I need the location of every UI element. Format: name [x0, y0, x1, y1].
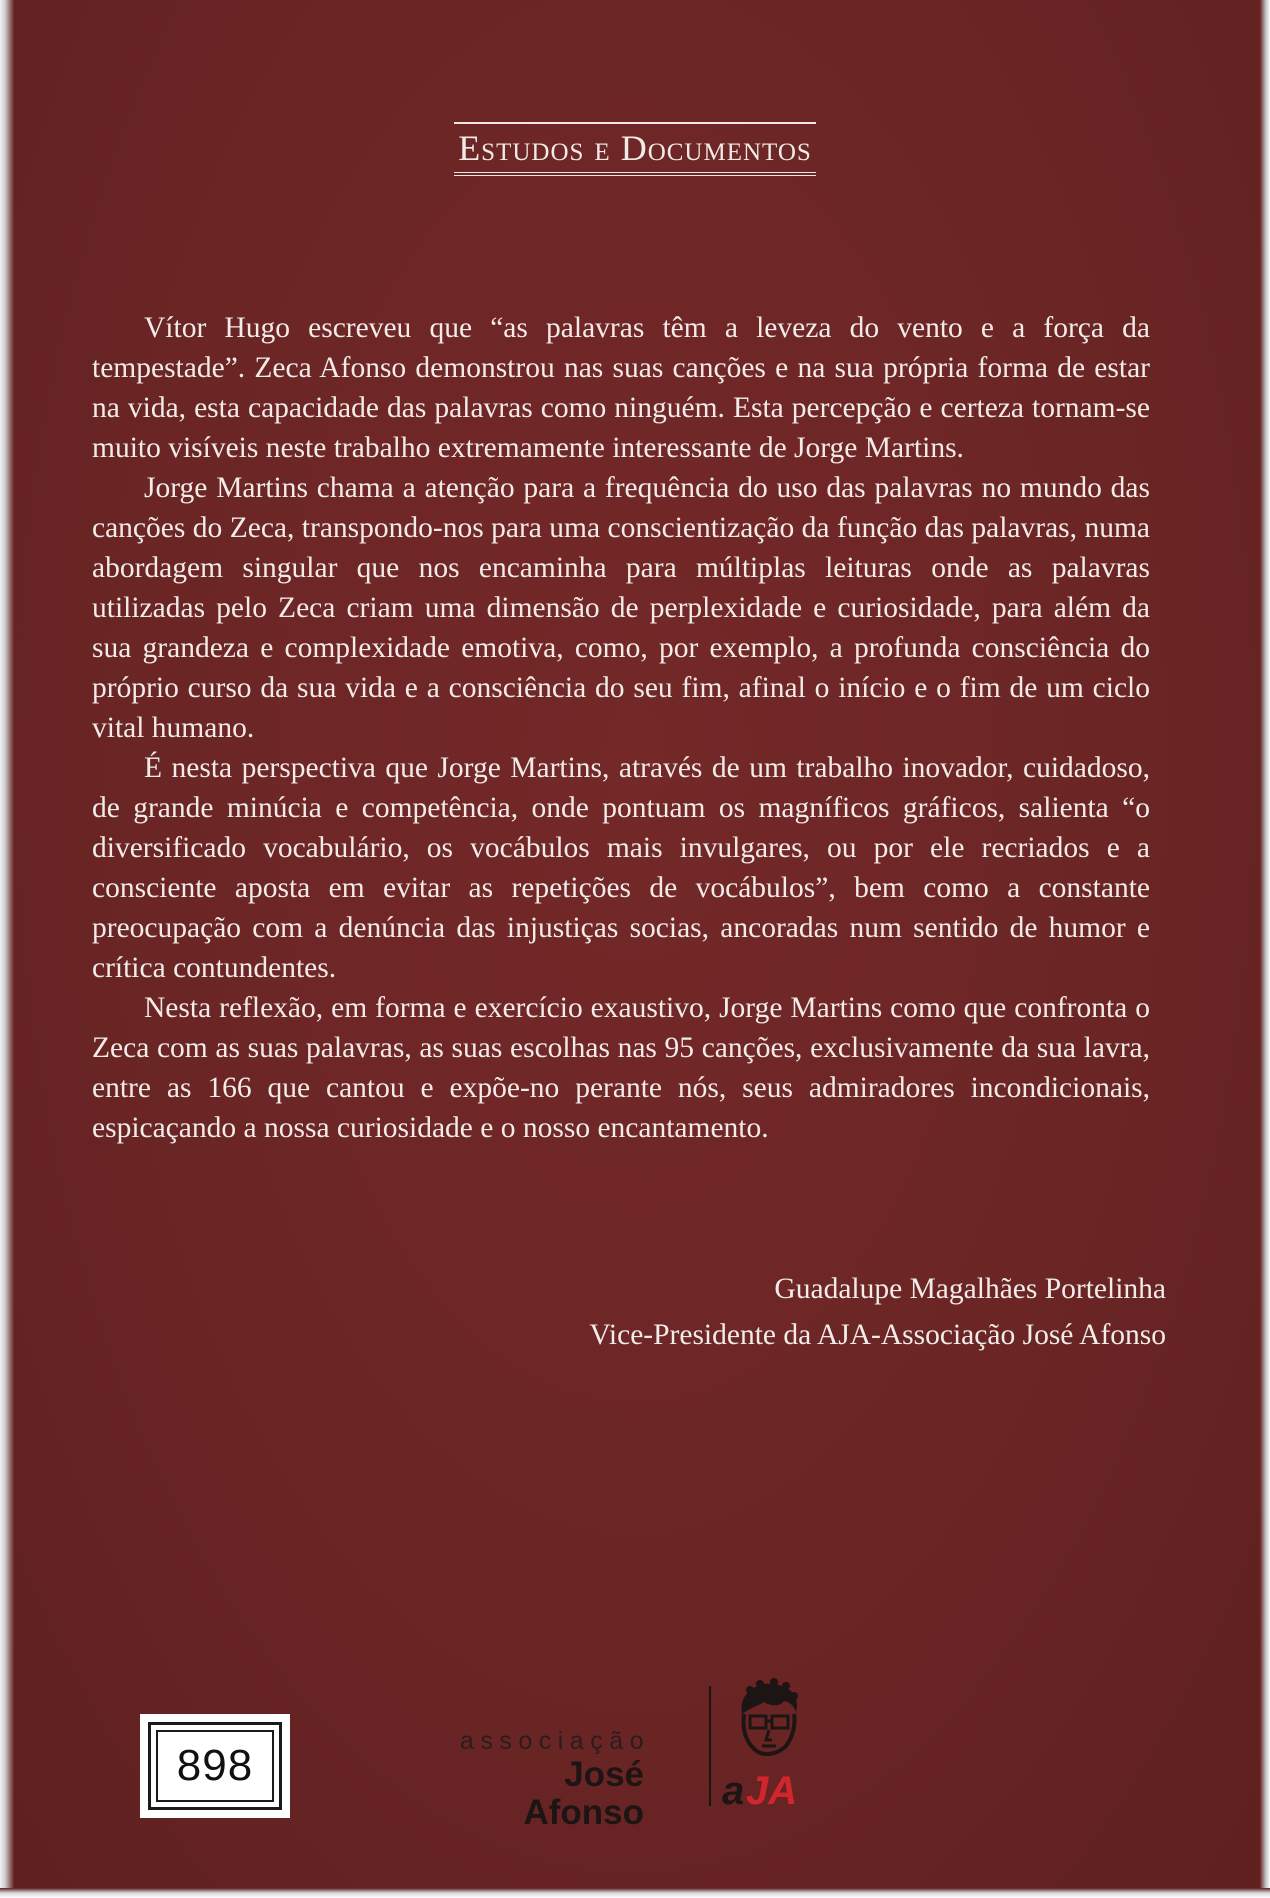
- aja-portrait-icon: [720, 1676, 820, 1816]
- blurb-paragraph: É nesta perspectiva que Jorge Martins, através de um trabalho inovador, cuidadoso, de grande minúcia e competência, onde pontuam os magníficos gráficos, salienta “o diversificado vocabulário, os vocábulos mais invulgares, ou por ele recriados e a consciente aposta em evitar as repetições de vocábulos”, bem como a constante preocupação com a denúncia das injustiças socias, ancoradas num sentido de humor e crítica contundentes.: [92, 752, 1150, 984]
- page-edge-right: [1260, 0, 1270, 1898]
- logo-divider: [709, 1686, 711, 1806]
- series-title: Estudos e Documentos: [454, 122, 816, 176]
- series-number-box: [140, 1714, 290, 1818]
- signature-name: Guadalupe Magalhães Portelinha: [774, 1273, 1166, 1305]
- blurb-paragraph: Vítor Hugo escreveu que “as palavras têm a leveza do vento e a força da tempestade”. Zeca Afonso demonstrou nas suas canções e na sua própria forma de estar na vida, esta capacidade das palavras como ninguém. Esta percepção e certeza tornam-se muito visíveis neste trabalho extremamente interessante de Jorge Martins.: [92, 312, 1150, 464]
- signature-block: [589, 1266, 1166, 1358]
- logo-big-text: José Afonso: [523, 1755, 644, 1832]
- page-edge-left: [0, 0, 14, 1898]
- blurb-paragraph: Jorge Martins chama a atenção para a frequência do uso das palavras no mundo das canções do Zeca, transpondo-nos para uma conscientização da função das palavras, numa abordagem singular que nos encaminha para múltiplas leituras onde as palavras utilizadas pelo Zeca criam uma dimensão de perplexidade e curiosidade, para além da sua grandeza e complexidade emotiva, como, por exemplo, a profunda consciência do próprio curso da sua vida e a consciência do seu fim, afinal o início e o fim de um ciclo vital humano.: [92, 472, 1150, 744]
- svg-text:a: a: [722, 1769, 745, 1813]
- association-logo: [459, 1676, 824, 1832]
- svg-text:JA: JA: [746, 1769, 798, 1813]
- blurb-text: [92, 308, 1150, 1148]
- logo-small-text: associação: [459, 1727, 650, 1755]
- signature-role: Vice-Presidente da AJA-Associação José Afonso: [589, 1319, 1166, 1351]
- blurb-paragraph: Nesta reflexão, em forma e exercício exaustivo, Jorge Martins como que confronta o Zeca com as suas palavras, as suas escolhas nas 95 canções, exclusivamente da sua lavra, entre as 166 que cantou e expõe-no perante nós, seus admiradores incondicionais, espicaçando a nossa curiosidade e o nosso encantamento.: [92, 992, 1150, 1144]
- page-edge-bottom: [0, 1888, 1270, 1898]
- series-number: 898: [156, 1730, 274, 1802]
- logo-wordmark: [459, 1726, 650, 1832]
- series-header: [0, 122, 1270, 176]
